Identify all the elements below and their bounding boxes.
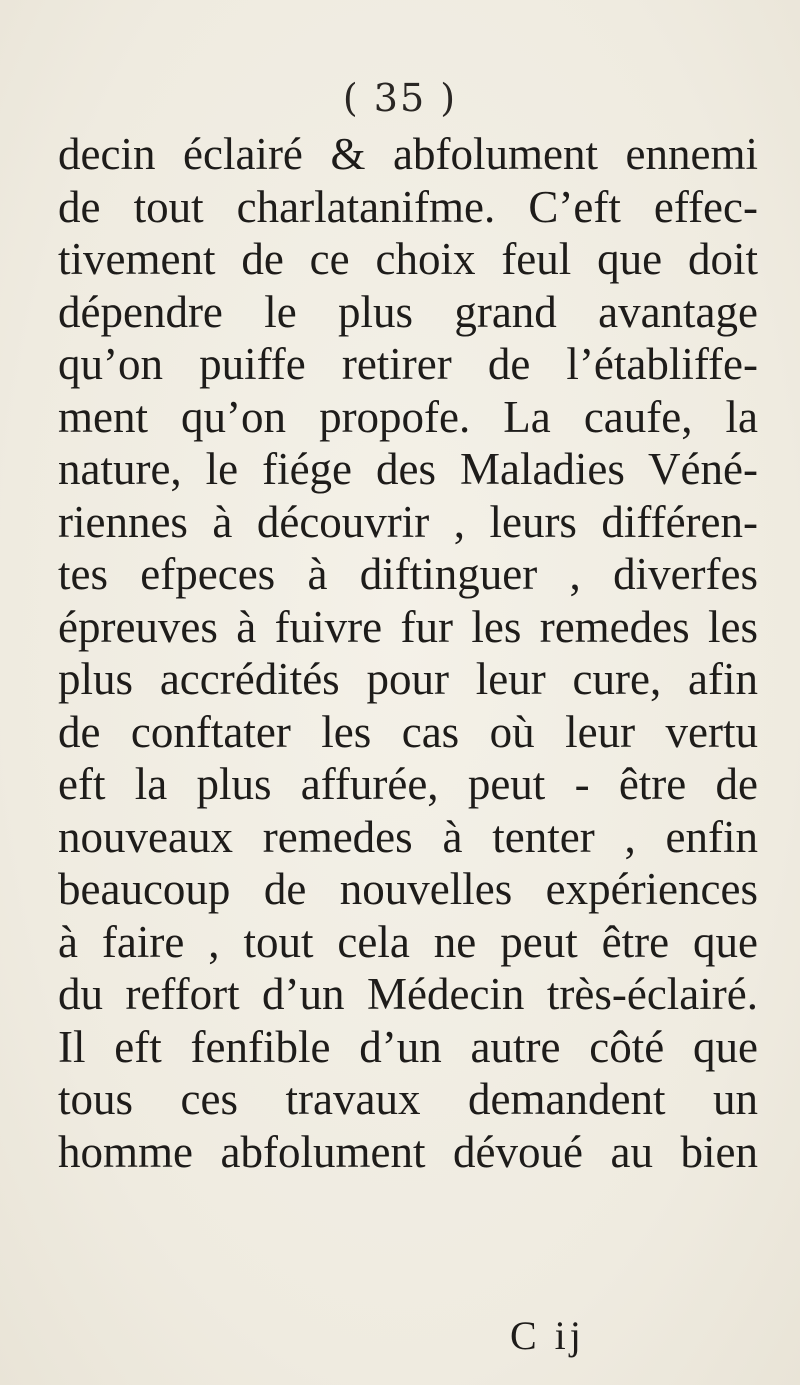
text-line: nouveaux remedes à tenter , enfin	[58, 811, 758, 862]
text-line: à faire , tout cela ne peut être que	[58, 916, 758, 967]
text-line: tous ces travaux demandent un	[58, 1074, 758, 1124]
text-line: de conftater les cas où leur vertu	[58, 706, 758, 757]
page-number: ( 35 )	[342, 76, 458, 120]
text-line: beaucoup de nouvelles expériences	[58, 864, 758, 914]
text-line: qu’on puiffe retirer de l’établiffe-	[58, 339, 758, 389]
text-line: tivement de ce choix feul que doit	[58, 234, 758, 284]
text-line: plus accrédités pour leur cure, afin	[58, 654, 758, 704]
text-line: du reffort d’un Médecin très-éclairé.	[58, 969, 758, 1019]
text-line: decin éclairé & abfolument ennemi	[58, 129, 758, 179]
text-line: tes efpeces à diftinguer , diverfes	[58, 549, 758, 599]
text-line: ment qu’on propofe. La caufe, la	[58, 391, 758, 442]
text-line: dépendre le plus grand avantage	[58, 286, 758, 337]
text-line: homme abfolument dévoué au bien	[58, 1126, 758, 1177]
text-line: épreuves à fuivre fur les remedes les	[58, 601, 758, 652]
body-text	[58, 128, 758, 1178]
signature-line	[0, 1312, 800, 1364]
text-line: Il eft fenfible d’un autre côté que	[58, 1021, 758, 1072]
text-line: eft la plus affurée, peut - être de	[58, 759, 758, 809]
signature-mark: C ij	[510, 1313, 585, 1358]
text-line: nature, le fiége des Maladies Véné-	[58, 444, 758, 494]
text-line: de tout charlatanifme. C’eft effec-	[58, 181, 758, 232]
text-line: riennes à découvrir , leurs différen-	[58, 496, 758, 547]
